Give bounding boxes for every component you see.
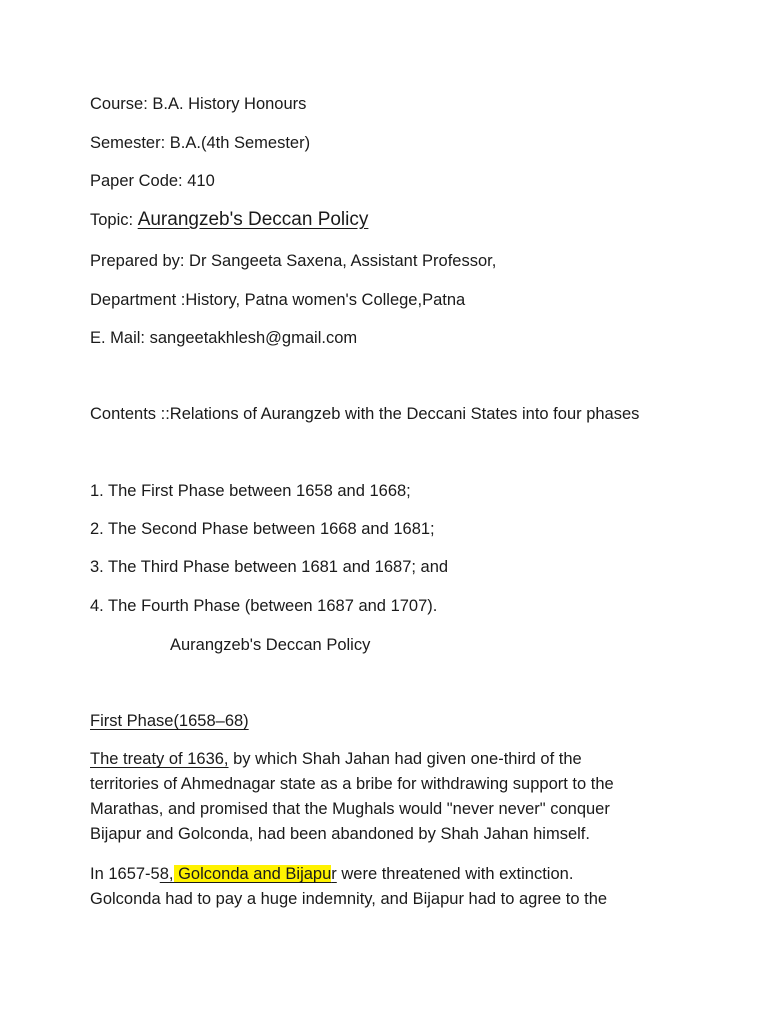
semester-line: Semester: B.A.(4th Semester) (90, 134, 311, 152)
para2-underlined-end: r (331, 865, 337, 883)
email-line: E. Mail: sangeetakhlesh@gmail.com (90, 329, 358, 347)
contents-line (90, 403, 639, 425)
phase-item-3: 3. The Third Phase between 1681 and 1687; and (90, 558, 449, 576)
prepared-by-line: Prepared by: Dr Sangeeta Saxena, Assistant Professor, (90, 252, 497, 270)
phase-item-2: 2. The Second Phase between 1668 and 1681; (90, 520, 435, 538)
first-phase-heading: First Phase(1658–68) (90, 712, 249, 730)
phase-item-1: 1. The First Phase between 1658 and 1668; (90, 482, 411, 500)
topic-line (90, 209, 368, 231)
para2-line2: Golconda had to pay a huge indemnity, and Bijapur had to agree to the (90, 890, 608, 908)
section-title: Aurangzeb's Deccan Policy (170, 636, 371, 654)
paper-code-line: Paper Code: 410 (90, 172, 215, 190)
first-phase-paragraph-2 (90, 862, 690, 912)
treaty-link-text: The treaty of 1636, (90, 750, 229, 768)
phase-item-4: 4. The Fourth Phase (between 1687 and 1707). (90, 597, 438, 615)
para1-line2: territories of Ahmednagar state as a bribe for withdrawing support to the (90, 775, 614, 793)
para1-line4: Bijapur and Golconda, had been abandoned by Shah Jahan himself. (90, 825, 590, 843)
contents-label: Contents (90, 405, 161, 423)
topic-title: Aurangzeb's Deccan Policy (137, 209, 369, 230)
para1-line1: by which Shah Jahan had given one-third of the (228, 750, 582, 768)
department-line: Department :History, Patna women's College,Patna (90, 291, 466, 309)
first-phase-paragraph-1 (90, 747, 690, 847)
para1-line3: Marathas, and promised that the Mughals would "never never" conquer (90, 800, 610, 818)
golconda-bijapur-highlight: Golconda and Bijapu (173, 865, 332, 883)
para2-line1: were threatened with extinction. (336, 865, 574, 883)
contents-text: ::Relations of Aurangzeb with the Deccani States into four phases (160, 405, 640, 423)
para2-prefix: In 1657-5 (90, 865, 160, 883)
course-line: Course: B.A. History Honours (90, 95, 307, 113)
para2-underlined-start: 8, (159, 865, 174, 883)
topic-label: Topic: (90, 211, 138, 229)
